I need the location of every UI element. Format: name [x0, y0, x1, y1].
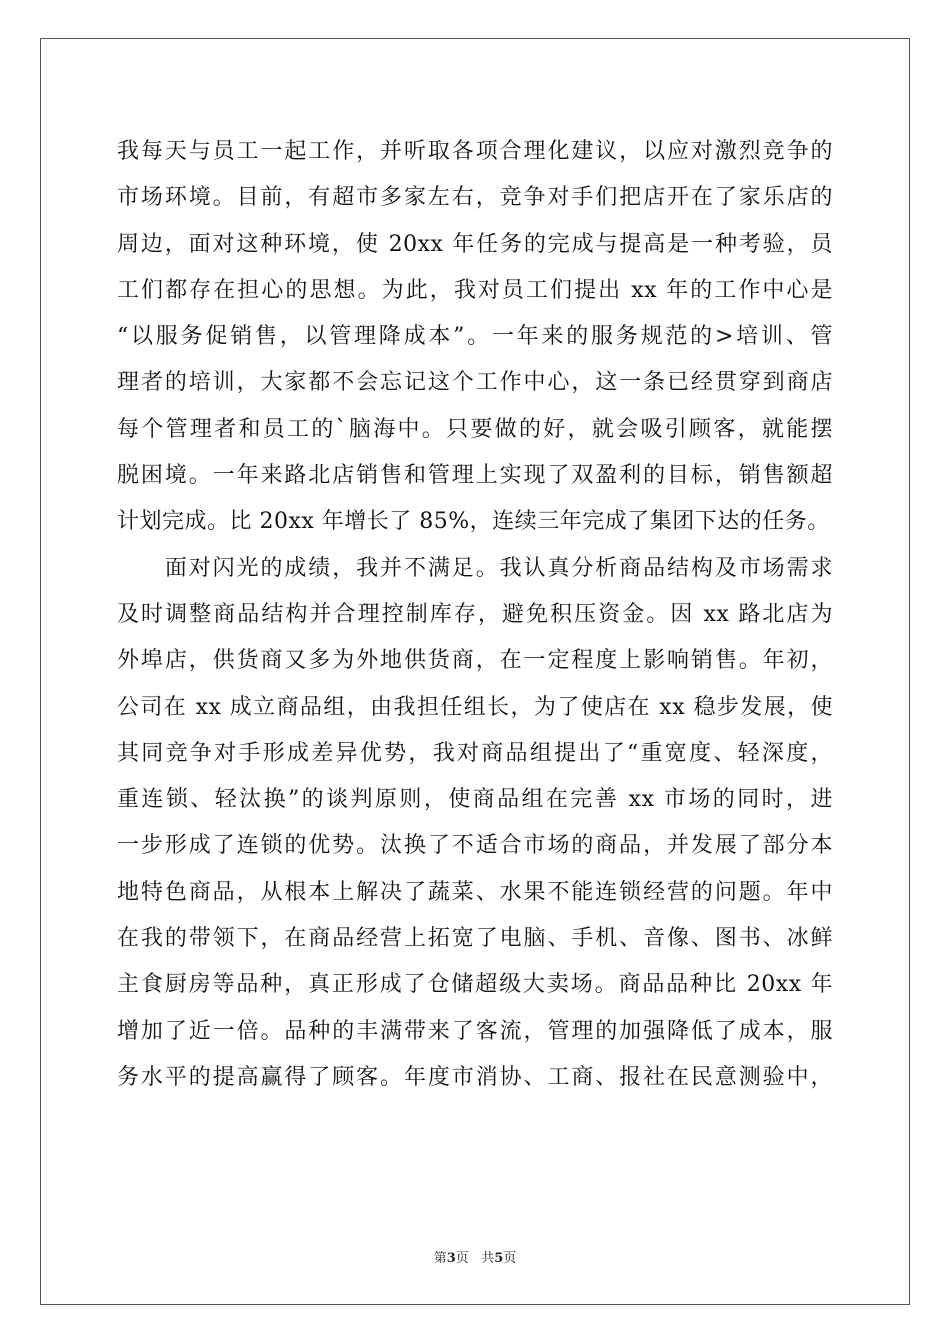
text-line: 公司在 xx 成立商品组，由我担任组长，为了使店在 xx 稳步发展，使 — [117, 694, 833, 720]
text-line: 其同竞争对手形成差异优势，我对商品组提出了“重宽度、轻深度， — [117, 740, 833, 766]
text-line: 理者的培训，大家都不会忘记这个工作中心，这一条已经贯穿到商店 — [117, 370, 833, 396]
text-line: 计划完成。比 20xx 年增长了 85%，连续三年完成了集团下达的任务。 — [117, 509, 830, 535]
total-prefix: 共 — [481, 1251, 495, 1266]
page-footer — [0, 1247, 950, 1266]
text-line: 及时调整商品结构并合理控制库存，避免积压资金。因 xx 路北店为 — [117, 601, 833, 627]
text-line: “以服务促销售，以管理降成本”。一年来的服务规范的>培训、管 — [117, 324, 833, 350]
text-line: 面对闪光的成绩，我并不满足。我认真分析商品结构及市场需求 — [117, 555, 833, 581]
text-line: 外埠店，供货商又多为外地供货商，在一定程度上影响销售。年初， — [117, 648, 833, 674]
current-page-number: 3 — [446, 1251, 456, 1266]
text-line: 周边，面对这种环境，使 20xx 年任务的完成与提高是一种考验，员 — [117, 231, 833, 257]
text-line: 务水平的提高赢得了顾客。年度市消协、工商、报社在民意测验中， — [117, 1064, 833, 1090]
text-line: 每个管理者和员工的`脑海中。只要做的好，就会吸引顾客，就能摆 — [117, 416, 833, 442]
total-pages-number: 5 — [494, 1251, 504, 1266]
text-line: 在我的带领下，在商品经营上拓宽了电脑、手机、音像、图书、冰鲜 — [117, 926, 833, 952]
text-line: 地特色商品，从根本上解决了蔬菜、水果不能连锁经营的问题。年中 — [117, 879, 833, 905]
text-line: 市场环境。目前，有超市多家左右，竞争对手们把店开在了家乐店的 — [117, 185, 833, 211]
text-line: 增加了近一倍。品种的丰满带来了客流，管理的加强降低了成本，服 — [117, 1018, 833, 1044]
text-line: 我每天与员工一起工作，并听取各项合理化建议，以应对激烈竞争的 — [117, 139, 833, 164]
document-body — [117, 129, 833, 1101]
page-prefix: 第 — [433, 1251, 447, 1266]
page-suffix: 页 — [455, 1251, 469, 1266]
text-line: 脱困境。一年来路北店销售和管理上实现了双盈利的目标，销售额超 — [117, 463, 833, 489]
text-line: 主食厨房等品种，真正形成了仓储超级大卖场。商品品种比 20xx 年 — [117, 972, 833, 998]
total-suffix: 页 — [503, 1251, 517, 1266]
text-line: 一步形成了连锁的优势。汰换了不适合市场的商品，并发展了部分本 — [117, 833, 833, 859]
text-line: 重连锁、轻汰换”的谈判原则，使商品组在完善 xx 市场的同时，进 — [117, 787, 833, 813]
text-line: 工们都存在担心的思想。为此，我对员工们提出 xx 年的工作中心是 — [117, 277, 833, 303]
